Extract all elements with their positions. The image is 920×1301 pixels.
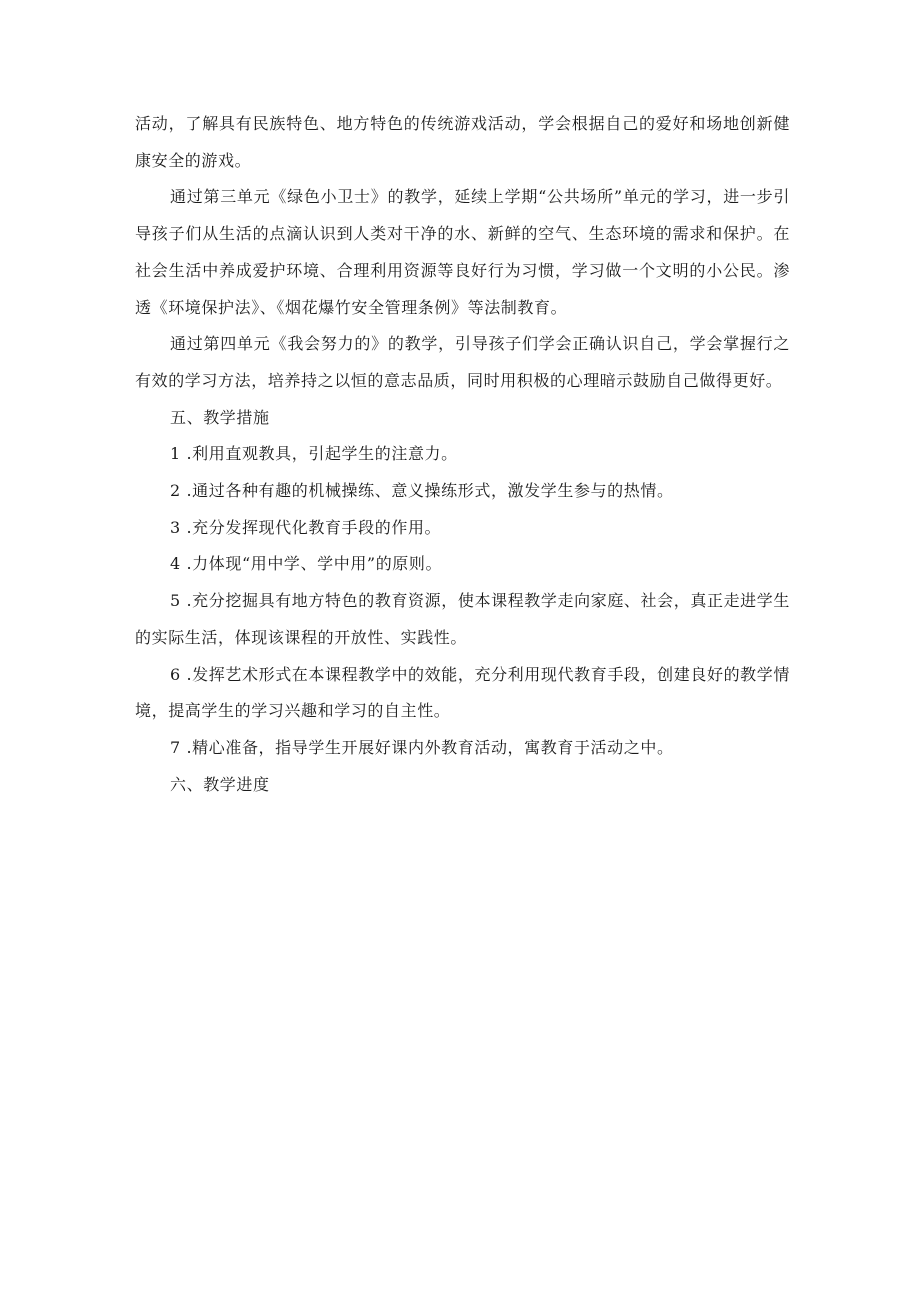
document-body (135, 106, 790, 803)
paragraph-unit-three: 通过第三单元《绿色小卫士》的教学，延续上学期“公共场所”单元的学习，进一步引导孩子们从生活的点滴认识到人类对干净的水、新鲜的空气、生态环境的需求和保护。在社会生活中养成爱护环境、合理利用资源等良好行为习惯，学习做一个文明的小公民。渗透《环境保护法》、《烟花爆竹安全管理条例》等法制教育。 (135, 187, 790, 317)
paragraph-unit-four: 通过第四单元《我会努力的》的教学，引导孩子们学会正确认识自己，学会掌握行之有效的学习方法，培养持之以恒的意志品质，同时用积极的心理暗示鼓励自己做得更好。 (135, 334, 790, 390)
list-item-measure-4: 4 .力体现“用中学、学中用”的原则。 (170, 554, 443, 574)
list-item-measure-5: 5 .充分挖掘具有地方特色的教育资源，使本课程教学走向家庭、社会，真正走进学生的实际生活，体现该课程的开放性、实践性。 (135, 591, 790, 647)
list-item-measure-3: 3 .充分发挥现代化教育手段的作用。 (170, 517, 442, 537)
section-heading-teaching-measures: 五、教学措施 (170, 407, 270, 427)
paragraph-continuation: 活动，了解具有民族特色、地方特色的传统游戏活动，学会根据自己的爱好和场地创新健康安全的游戏。 (135, 114, 790, 170)
list-item-measure-6: 6 .发挥艺术形式在本课程教学中的效能，充分利用现代教育手段，创建良好的教学情境，提高学生的学习兴趣和学习的自主性。 (135, 664, 790, 721)
list-item-measure-1: 1 .利用直观教具，引起学生的注意力。 (170, 444, 458, 464)
list-item-measure-2: 2 .通过各种有趣的机械操练、意义操练形式，激发学生参与的热情。 (170, 481, 674, 501)
list-item-measure-7: 7 .精心准备，指导学生开展好课内外教育活动，寓教育于活动之中。 (170, 737, 674, 757)
section-heading-teaching-progress: 六、教学进度 (170, 774, 270, 794)
